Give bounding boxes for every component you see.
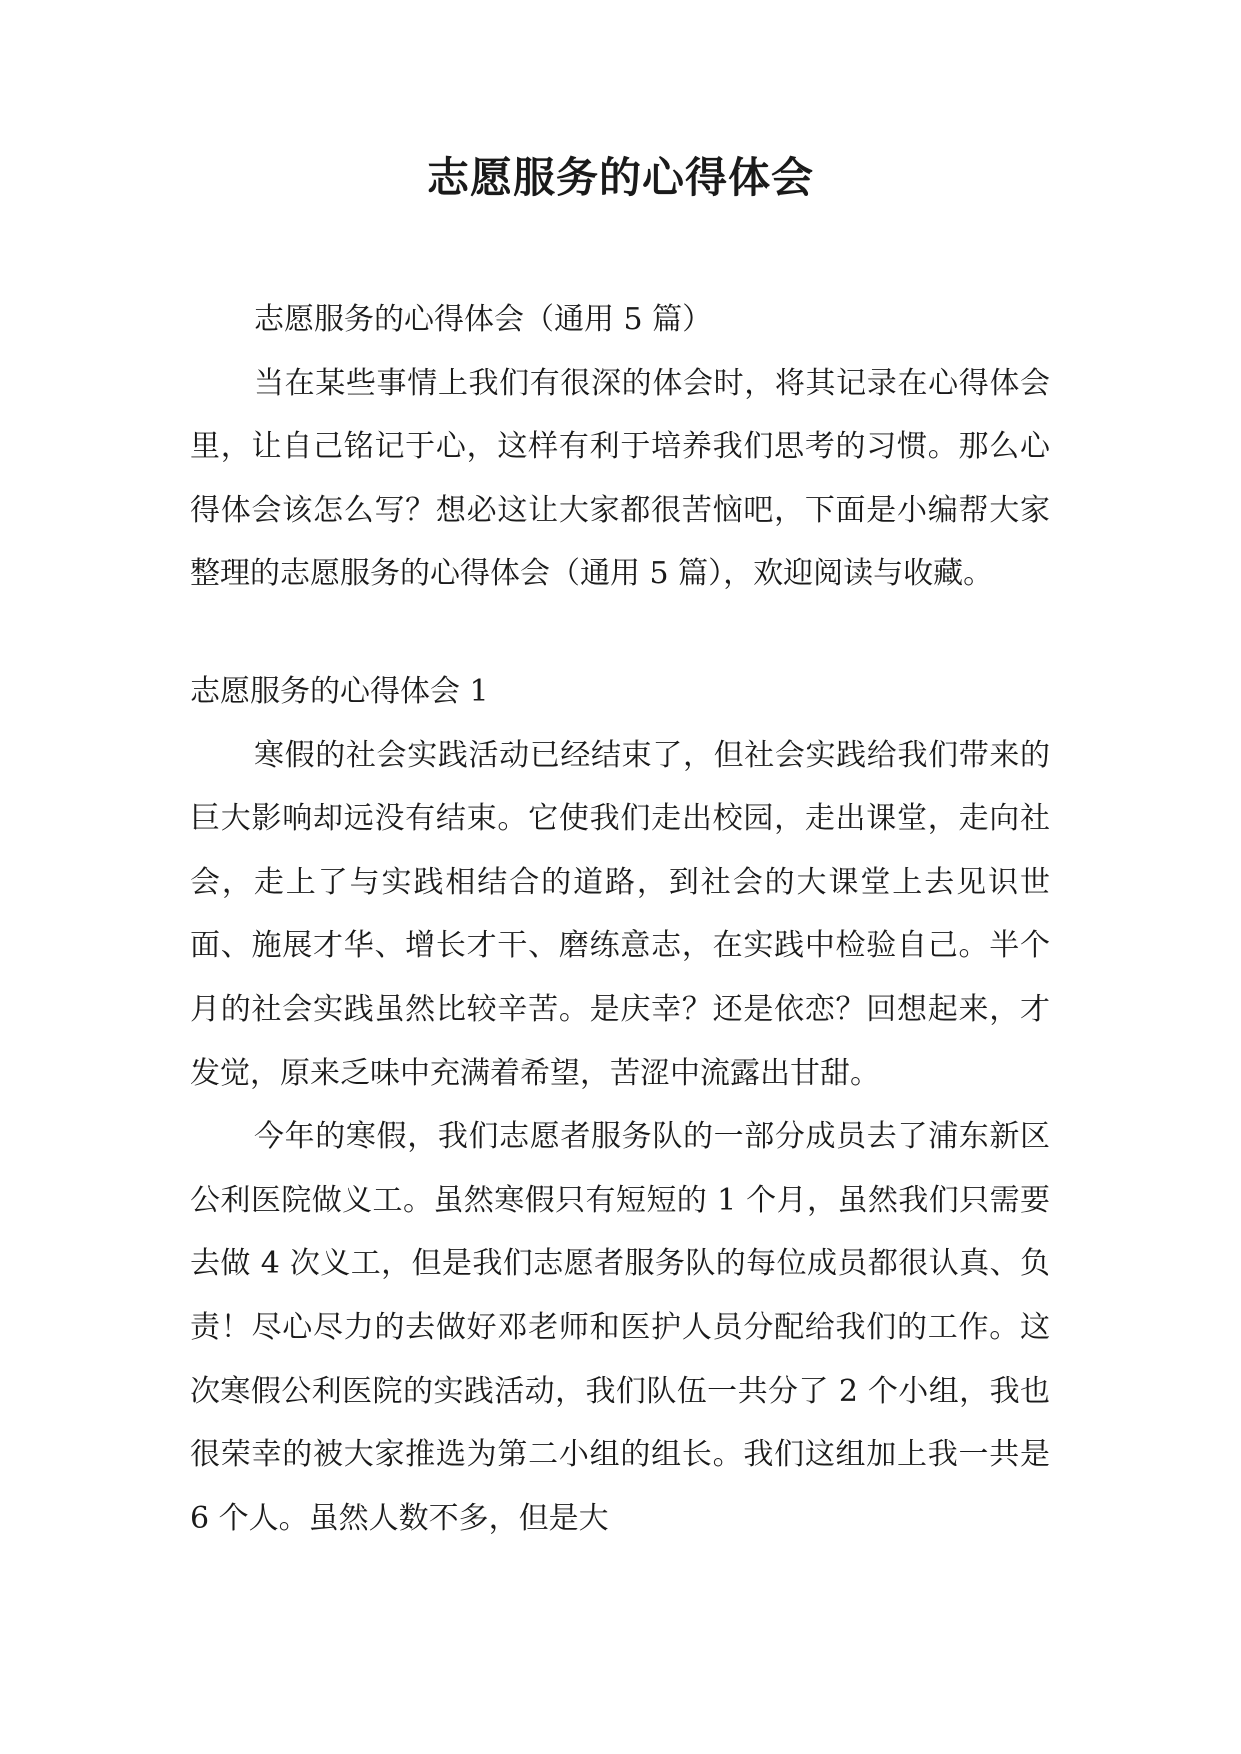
document-title: 志愿服务的心得体会 xyxy=(426,153,814,202)
intro-paragraph: 当在某些事情上我们有很深的体会时，将其记录在心得体会里，让自己铭记于心，这样有利于培养我们思考的习惯。那么心得体会该怎么写？想必这让大家都很苦恼吧，下面是小编帮大家整理的志愿服务的心得体会（通用 5 篇），欢迎阅读与收藏。 xyxy=(190,365,1050,592)
body-paragraph-1: 寒假的社会实践活动已经结束了，但社会实践给我们带来的巨大影响却远没有结束。它使我们走出校园，走出课堂，走向社会，走上了与实践相结合的道路，到社会的大课堂上去见识世面、施展才华、增长才干、磨练意志，在实践中检验自己。半个月的社会实践虽然比较辛苦。是庆幸？还是依恋？回想起来，才发觉，原来乏味中充满着希望，苦涩中流露出甘甜。 xyxy=(190,737,1050,1091)
section-heading: 志愿服务的心得体会 1 xyxy=(190,673,489,709)
document-body xyxy=(190,288,1050,1550)
document-subtitle: 志愿服务的心得体会（通用 5 篇） xyxy=(254,302,713,337)
body-paragraph-2: 今年的寒假，我们志愿者服务队的一部分成员去了浦东新区公利医院做义工。虽然寒假只有短短的 1 个月，虽然我们只需要去做 4 次义工，但是我们志愿者服务队的每位成员都很认真、负责！尽心尽力的去做好邓老师和医护人员分配给我们的工作。这次寒假公利医院的实践活动，我们队伍一共分了 2 个小组，我也很荣幸的被大家推选为第二小组的组长。我们这组加上我一共是 6 个人。虽然人数不多，但是大 xyxy=(190,1119,1050,1536)
section-spacer xyxy=(190,606,1050,660)
